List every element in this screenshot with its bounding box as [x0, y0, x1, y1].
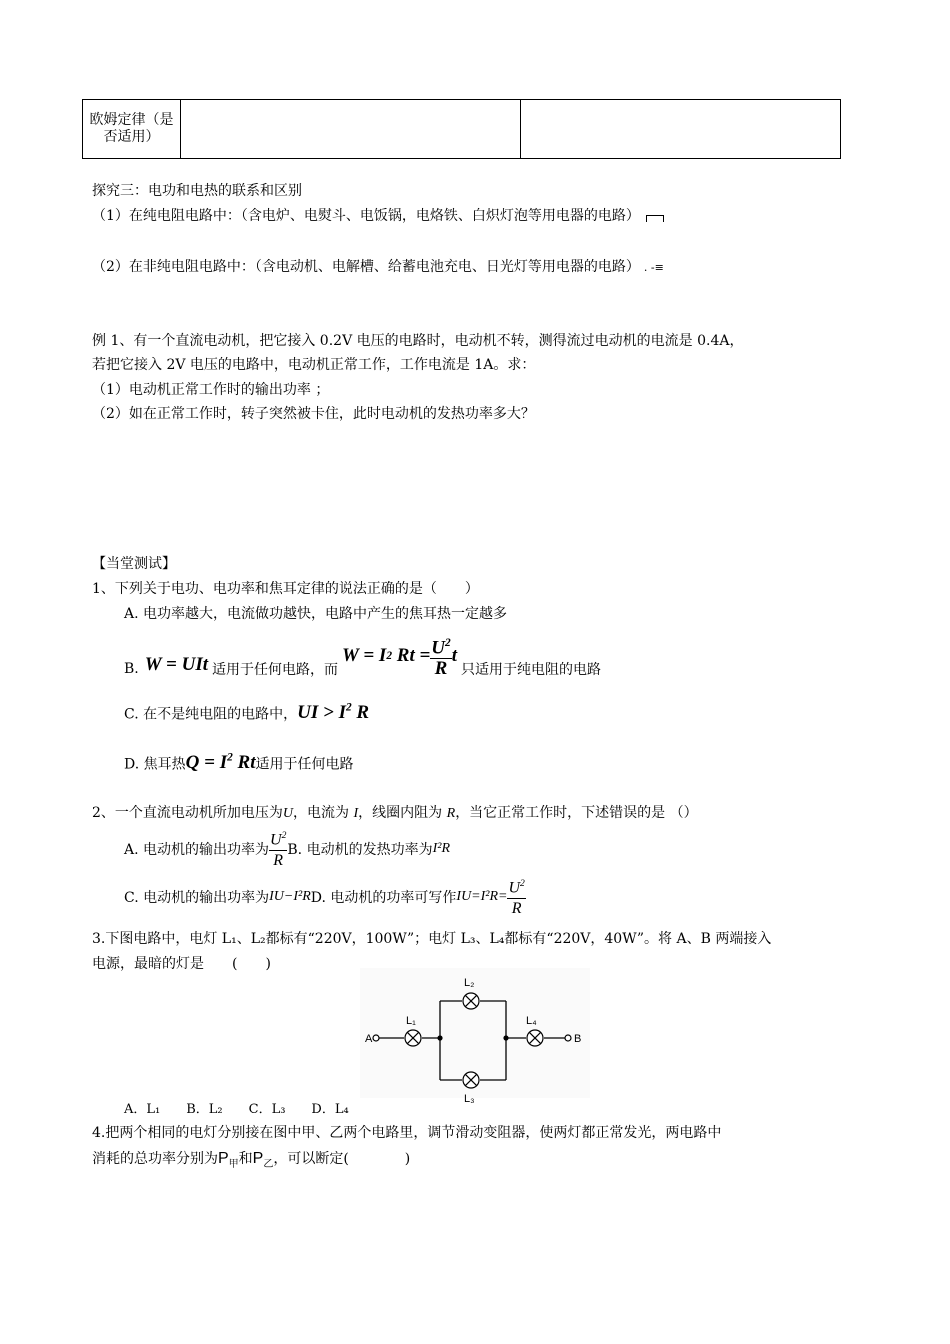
q4-line1: 4.把两个相同的电灯分别接在图中甲、乙两个电路里，调节滑动变阻器，使两灯都正常发光，两电路中: [92, 1125, 722, 1141]
label-l2: L₂: [464, 977, 475, 989]
explore3-title: 探究三：电功和电热的联系和区别: [92, 183, 302, 199]
label-b: B: [574, 1033, 582, 1045]
formula-w-i2rt: W = I 2 Rt = $\frac{U^2}{R}$ t: [342, 633, 457, 679]
label-l1: L₁: [406, 1015, 416, 1027]
terminal-b: [565, 1035, 571, 1041]
q4-line2: 消耗的总功率分别为$P_甲$和$P_乙$，可以断定( ): [92, 1150, 411, 1171]
q1-stem: 1、下列关于电功、电功率和焦耳定律的说法正确的是（ ）: [92, 581, 479, 597]
lamp-l4-icon: [527, 1030, 543, 1046]
q2-stem: 2、一个直流电动机所加电压为U，电流为 I，线圈内阻为 R，当它正常工作时，下述错误的是 （）: [92, 805, 698, 821]
q3-line2: 电源，最暗的灯是 ( ): [92, 956, 271, 972]
example1-q1: （1）电动机正常工作时的输出功率 ；: [92, 382, 330, 398]
q3-line1: 3.下图电路中，电灯 L₁、L₂都标有“220V，100W”；电灯 L₃、L₄都标有“220V，40W”。将 A、B 两端接入: [92, 931, 772, 947]
q1-option-d: D. 焦耳热$Q = I^2$ Rt适用于任何电路: [124, 752, 354, 774]
q1-option-b: B. W = UIt 适用于任何电路，而 W = I 2 Rt = $\frac{U^2}{R}$ t 只适用于纯电阻的电路: [124, 626, 601, 686]
ohm-law-table: [82, 99, 841, 159]
junction-right: [503, 1035, 508, 1040]
q2-options-cd: C. 电动机的输出功率为 IU−I²R D. 电动机的功率可写作 IU=I²R= $\frac{U^2}{R}$: [124, 874, 526, 919]
example1-q2: （2）如在正常工作时，转子突然被卡住，此时电动机的发热功率多大？: [92, 406, 535, 422]
lamp-l2-icon: [463, 993, 479, 1009]
table-cell-empty-2: [521, 100, 841, 159]
terminal-a: [373, 1035, 379, 1041]
q1-option-c: C. 在不是纯电阻的电路中，UI > $I^2$ R: [124, 702, 370, 724]
explore3-item2: （2）在非纯电阻电路中：（含电动机、电解槽、给蓄电池充电、日光灯等用电器的电路） . -≡: [92, 259, 664, 275]
example1-line2: 若把它接入 2V 电压的电路中，电动机正常工作，工作电流是 1A。求：: [92, 357, 536, 373]
junction-left: [437, 1035, 442, 1040]
q1-option-a: A. 电功率越大，电流做功越快，电路中产生的焦耳热一定越多: [124, 606, 508, 622]
circuit-diagram: [360, 968, 590, 1105]
formula-q-i2rt: $Q = I^2$ Rt: [185, 752, 256, 774]
explore3-item1: （1）在纯电阻电路中：（含电炉、电熨斗、电饭锅，电烙铁、白炽灯泡等用电器的电路）: [92, 205, 664, 225]
q2-options-ab: A. 电动机的输出功率为 $\frac{U^2}{R}$ B. 电动机的发热功率为 I²R: [124, 826, 450, 871]
q3-options: A．L₁ B．L₂ C．L₃ D．L₄: [124, 1102, 349, 1117]
table-row-label: 欧姆定律（是否适用）: [83, 100, 181, 159]
lamp-l3-icon: [463, 1072, 479, 1088]
formula-w-uit: W = UIt: [144, 654, 209, 675]
label-a: A: [365, 1033, 373, 1045]
lamp-l1-icon: [405, 1030, 421, 1046]
test-heading: 【当堂测试】: [92, 556, 176, 572]
example1-line1: 例 1、有一个直流电动机，把它接入 0.2V 电压的电路时，电动机不转，测得流过电动机的电流是 0.4A，: [92, 333, 744, 349]
table-cell-empty-1: [181, 100, 521, 159]
formula-ui-gt-i2r: UI > $I^2$ R: [297, 702, 370, 724]
label-l4: L₄: [526, 1015, 537, 1027]
label-l3: L₃: [464, 1093, 475, 1105]
